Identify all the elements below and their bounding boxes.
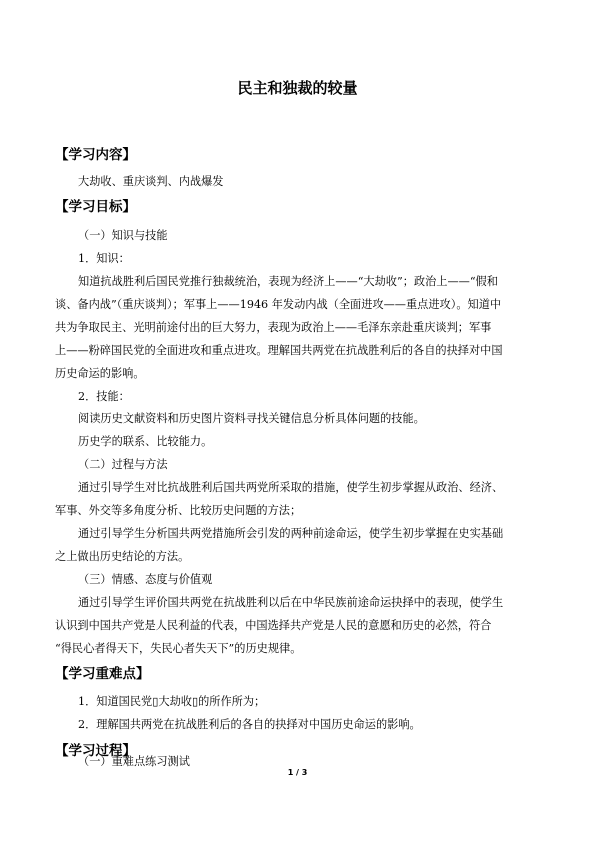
values-line: 认识到中国共产党是人民利益的代表，中国选择共产党是人民的意愿和历史的必然，符合 <box>55 619 492 632</box>
page-title: 民主和独裁的较量 <box>237 79 358 97</box>
goals-part1-title: （一）知识与技能 <box>78 229 168 242</box>
knowledge-line: 历史命运的影响。 <box>55 367 145 380</box>
knowledge-line: 上——粉碎国民党的全面进攻和重点进攻。理解国共两党在抗战胜利后的各自的抉择对中国 <box>55 344 503 357</box>
knowledge-line: 谈、备内战”（重庆谈判）；军事上——1946 年发动内战（全面进攻——重点进攻）。知道中 <box>55 298 502 311</box>
key-point: 1．知道国民党▯大劫收▯的所作所为； <box>78 695 266 708</box>
skills-label: 2．技能： <box>78 390 130 403</box>
key-point: 2．理解国共两党在抗战胜利后的各自的抉择对中国历史命运的影响。 <box>78 718 421 731</box>
values-line: “得民心者得天下，失民心者失天下”的历史规律。 <box>55 642 302 655</box>
process-line: 通过引导学生对比抗战胜利后国共两党所采取的措施，使学生初步掌握从政治、经济、 <box>78 481 504 494</box>
section-heading-goals: 【学习目标】 <box>55 199 136 215</box>
process-line: 军事、外交等多角度分析、比较历史问题的方法； <box>55 504 302 517</box>
skills-line: 阅读历史文献资料和历史图片资料寻找关键信息分析具体问题的技能。 <box>78 412 425 425</box>
section-heading-process: 【学习过程】 <box>55 743 136 759</box>
process-subtitle: （一）重难点练习测试 <box>78 755 190 768</box>
process-line: 之上做出历史结论的方法。 <box>55 550 190 563</box>
knowledge-line: 共为争取民主、光明前途付出的巨大努力，表现为政治上——毛泽东亲赴重庆谈判；军事 <box>55 321 492 334</box>
goals-part3-title: （三）情感、态度与价值观 <box>78 573 213 586</box>
knowledge-line: 知道抗战胜利后国民党推行独裁统治，表现为经济上——“大劫收”；政治上——“假和 <box>78 275 498 288</box>
goals-part2-title: （二）过程与方法 <box>78 458 168 471</box>
page-number: 1 / 3 <box>287 768 308 777</box>
skills-line: 历史学的联系、比较能力。 <box>78 435 213 448</box>
section-heading-key-points: 【学习重难点】 <box>55 666 150 682</box>
values-line: 通过引导学生评价国共两党在抗战胜利以后在中华民族前途命运抉择中的表现，使学生 <box>78 596 504 609</box>
knowledge-label: 1．知识： <box>78 252 130 265</box>
content-text: 大劫收、重庆谈判、内战爆发 <box>78 175 224 188</box>
section-heading-content: 【学习内容】 <box>55 147 136 163</box>
process-line: 通过引导学生分析国共两党措施所会引发的两种前途命运，使学生初步掌握在史实基础 <box>78 527 504 540</box>
